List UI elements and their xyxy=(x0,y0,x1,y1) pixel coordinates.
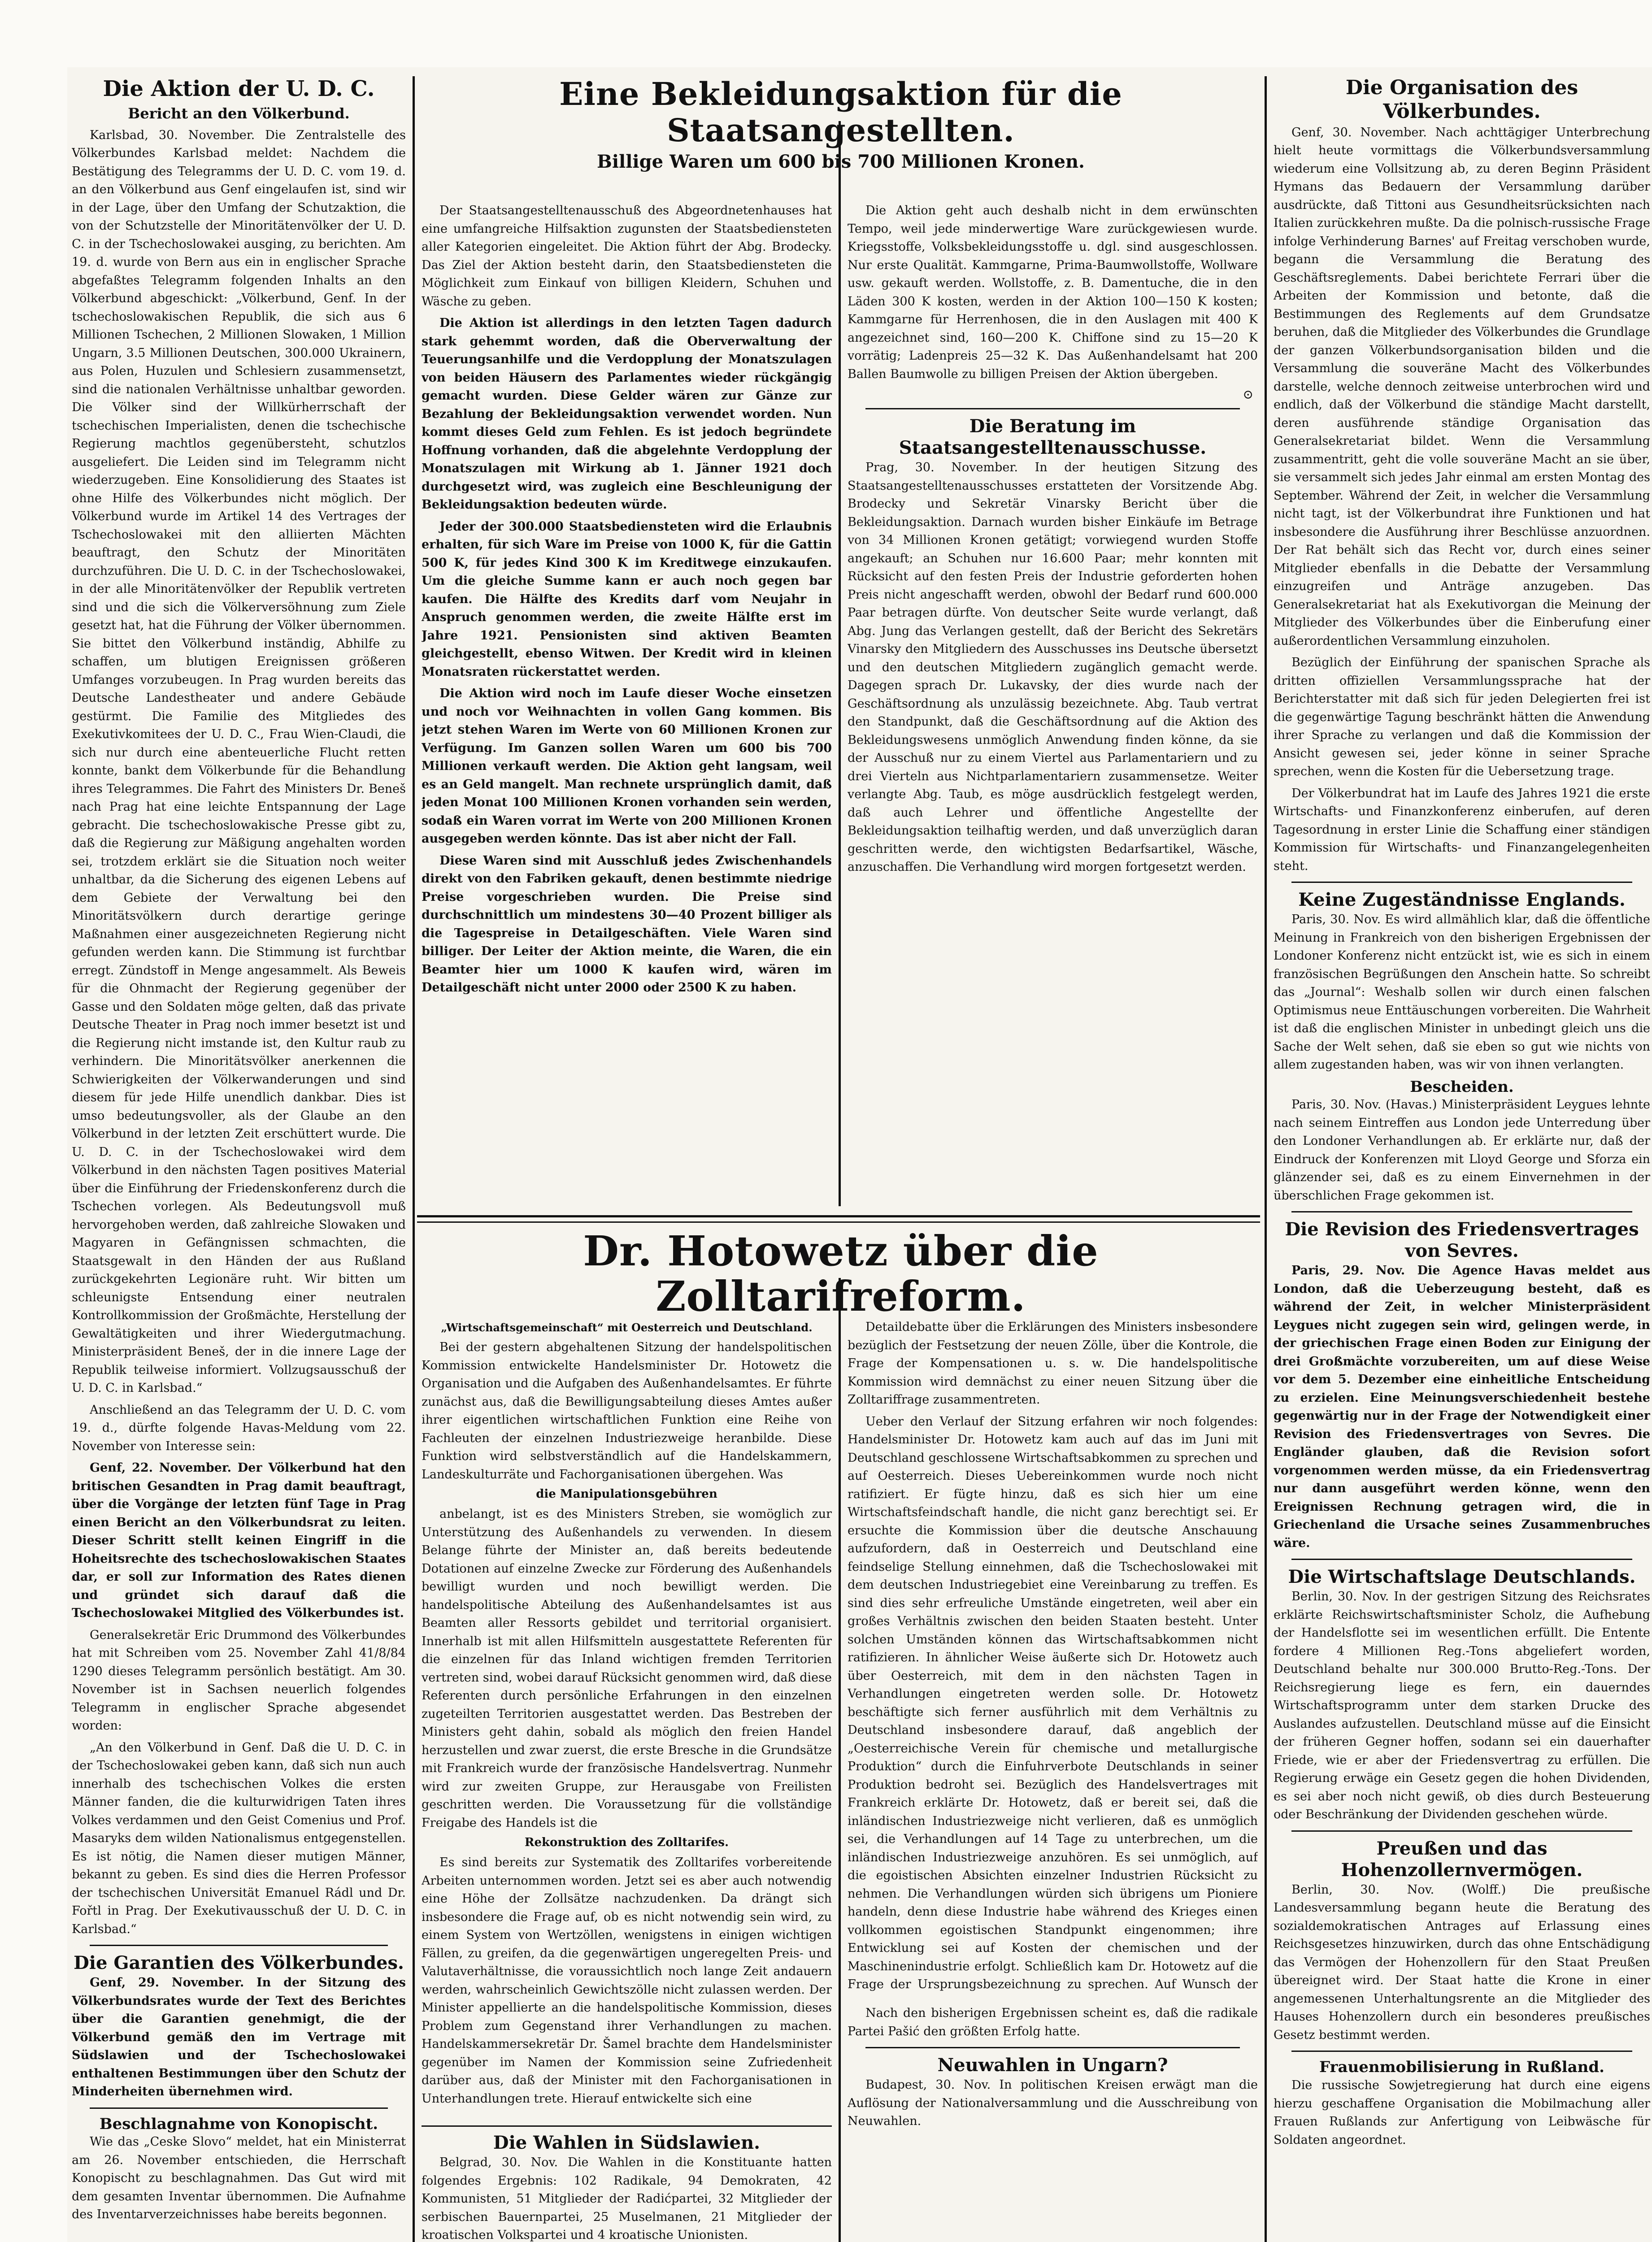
article-paragraph: Belgrad, 30. Nov. Die Wahlen in die Konstituante hatten folgendes Ergebnis: 102 Radikale, 94 Demokraten, 42 Kommunisten, 51 Mitglieder der Radićpartei, 32 Mitglieder der serbischen Bauernpartei, 25 Muselmanen, 21 Mitglieder der kroatischen Volkspartei und 4 kroatische Unionisten. xyxy=(422,2155,832,2242)
article-paragraph: Diese Waren sind mit Ausschluß jedes Zwischenhandels direkt von den Fabriken gekauft, denen bestimmte niedrige Preise vorgeschrieben wurden. Die Preise sind durchschnittlich um mindestens 30—40 Prozent billiger als die Tagespreise in Detailgeschäften. Viele Waren sind billiger. Der Leiter der Aktion meinte, die Waren, die ein Beamter hier um 1000 K kaufen wird, wären im Detailgeschäft nicht unter 2000 oder 2500 K zu haben. xyxy=(422,853,832,995)
divider xyxy=(90,2107,388,2109)
article-paragraph: Generalsekretär Eric Drummond des Völkerbundes hat mit Schreiben vom 25. November Zahl 41/8/84 1290 dieses Telegramm persönlich bestätigt. Am 30. November ist in Sachsen neuerlich folgendes Telegramm in englischer Sprache abgesendet worden: xyxy=(72,1628,406,1733)
headline-organisation: Die Organisation des Völkerbundes. xyxy=(1345,76,1578,123)
divider xyxy=(1291,1559,1632,1560)
article-paragraph: „An den Völkerbund in Genf. Daß die U. D. C. in der Tschechoslowakei geben kann, daß sich nun auch innerhalb des tschechischen Volkes die ersten Männer fanden, die die kulturwidrigen Taten ihres Volkes verdammen und den Geist Comenius und Prof. Masaryks dem wilden Nationalismus entgegenstellen. Es ist nötig, die Namen dieser mutigen Männer, bekannt zu geben. Es sind dies die Herren Professor der tschechischen Universität Emanuel Rádl und Dr. Fořtl in Prag. Der Exekutivausschuß der U. D. C. in Karlsbad.“ xyxy=(72,1740,406,1936)
section-label: Rekonstruktion des Zolltarifes. xyxy=(524,1836,729,1849)
column-rule xyxy=(413,76,415,2242)
section-rule xyxy=(417,1221,1260,1223)
hotowetz-headline-block xyxy=(422,1229,1260,1318)
article-paragraph: Paris, 30. Nov. Es wird allmählich klar, daß die öffentliche Meinung in Frankreich von den bisherigen Ergebnissen der Londoner Konferenz nicht entzückt ist, wie es sich in einem französischen Begrüßungen den Anschein hatte. So schreibt das „Journal“: Weshalb sollen wir durch einen falschen Optimismus neue Enttäuschungen vorbereiten. Die Wahrheit ist daß die englischen Minister in unbedingt gleich uns die Sache der Welt sehen, daß sie eben so gut wie nichts von allem zugestanden haben, was wir von ihnen verlangten. xyxy=(1274,912,1650,1072)
article-paragraph: Berlin, 30. Nov. (Wolff.) Die preußische Landesversammlung begann heute die Beratung des sozialdemokratischen Antrages auf Erlassung eines Reichsgesetzes hinzuwirken, durch das ohne Entschädigung das Vermögen der Hohenzollern für den Staat Preußen übereignet wird. Der Staat hatte die Krone in einer angemessenen Unterhaltungsrente an die Mitglieder des Hauses Hohenzollern durch ein besonderes preußisches Gesetz bestimmt werden. xyxy=(1274,1882,1650,2042)
column-center-right xyxy=(848,202,1258,1206)
article-paragraph: Budapest, 30. Nov. In politischen Kreisen erwägt man die Auflösung der Nationalversammlung und die Ausschreibung von Neuwahlen. xyxy=(848,2078,1258,2128)
section-label: „Wirtschaftsgemeinschaft“ mit Oesterreich und Deutschland. xyxy=(441,1321,813,1334)
article-paragraph: Detaildebatte über die Erklärungen des Ministers insbesondere bezüglich der Festsetzung der neuen Zölle, über die Kontrole, die Frage der Kompensationen u. s. w. Die handelspolitische Kommission wird demnächst zu einer neuen Sitzung über die Zolltariffrage zusammentreten. xyxy=(848,1320,1258,1407)
article-paragraph: Prag, 30. November. In der heutigen Sitzung des Staatsangestelltenausschusses erstatteten der Vorsitzende Abg. Brodecky und Sekretär Vinarsky Bericht über die Bekleidungsaktion. Darnach wurden bisher Einkäufe im Betrage von 34 Millionen Kronen getätigt; vorwiegend wurden Stoffe angekauft; an Schuhen nur 16.600 Paar; mehr konnten mit Rücksicht auf den festen Preis der Industrie geforderten hohen Preis nicht angeschafft werden, obwohl der Bedarf rund 600.000 Paar betragen dürfte. Von deutscher Seite wurde verlangt, daß Abg. Jung das Verlangen gestellt, daß der Bericht des Sekretärs Vinarsky den Mitgliedern des Ausschusses ins Deutsche übersetzt und den deutschen Mitgliedern zugänglich gemacht werde. Dagegen sprach Dr. Lukavsky, der dies wurde nach der Geschäftsordnung als unzulässig bezeichnete. Abg. Taub vertrat den Standpunkt, daß die Geschäftsordnung auf die Aktion des Bekleidungswesens unmöglich Anwendung finden könne, da sie der Ausschuß nur zu einem Viertel aus Parlamentariern und zu drei Vierteln aus Nichtparlamentariern zusammensetze. Weiter verlangte Abg. Taub, es möge ausdrücklich festgelegt werden, daß auch Lehrer und öffentliche Angestellte der Bekleidungsaktion teilhaftig werden, und daß unverzüglich daran geschritten werde, den wichtigsten Bedarfsartikel, Wäsche, anzuschaffen. Die Verhandlung wird morgen fortgesetzt werden. xyxy=(848,461,1258,874)
center-headline-block xyxy=(422,67,1260,211)
article-paragraph: Genf, 22. November. Der Völkerbund hat den britischen Gesandten in Prag damit beauftragt, über die Vorgänge der letzten fünf Tage in Prag einen Bericht an den Völkerbundsrat zu leiten. Dieser Schritt stellt keinen Eingriff in die Hoheitsrechte des tschechoslowakischen Staates dar, er soll zur Information des Rates dienen und gründet sich darauf daß die Tschechoslowakei Mitglied des Völkerbundes ist. xyxy=(72,1461,406,1621)
newspaper-page xyxy=(67,67,1652,2242)
divider xyxy=(1291,1211,1632,1212)
headline-main: Eine Bekleidungsaktion für die Staatsangestellten. xyxy=(559,75,1122,149)
headline-frauen: Frauenmobilisierung in Rußland. xyxy=(1319,2058,1604,2077)
column-rule xyxy=(1265,76,1267,2242)
article-paragraph: Paris, 30. Nov. (Havas.) Ministerpräsident Leygues lehnte nach seinem Eintreffen aus London jede Unterredung über den Londoner Verhandlungen ab. Er erklärte nur, daß der Eindruck der Konferenzen mit Lloyd George und Sforza ein glänzender sei, daß es zu einem Einvernehmen in der überschlichen Frage gekommen ist. xyxy=(1274,1098,1650,1203)
section-label: die Manipulationsgebühren xyxy=(536,1487,717,1501)
column-right xyxy=(1274,67,1650,2242)
article-paragraph: Bezüglich der Einführung der spanischen Sprache als dritten offiziellen Versammlungssprache hat der Berichterstatter mit daß sich für jeden Delegierten frei ist die gegenwärtige Tagung beschränkt hätten die Anwendung ihrer Sprache zu verlangen und daß die Kommission der Ansicht gewesen sei, jeder könne in seiner Sprache sprechen, wenn die Kosten für die Uebersetzung trage. xyxy=(1274,656,1650,779)
headline-england: Keine Zugeständnisse Englands. xyxy=(1298,889,1626,911)
column-wahlen xyxy=(422,2125,832,2242)
divider xyxy=(1291,2051,1632,2052)
column-left xyxy=(72,67,406,2242)
divider xyxy=(1291,1830,1632,1832)
article-paragraph: Berlin, 30. Nov. In der gestrigen Sitzung des Reichsrates erklärte Reichswirtschaftsminister Scholz, die Aufhebung der Handelsflotte sei im wesentlichen erfüllt. Die Entente fordere 4 Millionen Reg.-Tons abgeliefert worden, Deutschland behalte nur 300.000 Brutto-Reg.-Tons. Der Reichsregierung liege es fern, ein dauerndes Wirtschaftsprogramm unter dem starken Drucke des Auslandes aufzustellen. Deutschland müsse auf die Einsicht der früheren Gegner hoffen, sodann sei ein dauerhafter Friede, wie er aber der Friedensvertrag zu erfüllen. Die Regierung erwäge ein Gesetz gegen die hohen Dividenden, es sei aber noch nicht gewiß, ob dies durch Besteuerung oder Beschränkung der Dividenden geschehen würde. xyxy=(1274,1590,1650,1822)
column-rule xyxy=(839,121,841,1206)
divider xyxy=(865,408,1240,409)
column-ungarn xyxy=(848,2004,1258,2242)
divider xyxy=(865,2047,1240,2048)
article-paragraph: anbelangt, ist es des Ministers Streben, sie womöglich zur Unterstützung des Außenhandels zu verwenden. In diesem Belange führte der Minister an, daß bereits bedeutende Dotationen auf einzelne Zwecke zur Förderung des Außenhandels bewilligt wurden und noch bewilligt werden. Die handelspolitische Abteilung des Außenhandelsamtes ist aus Beamten aller Ressorts gebildet und territorial organisiert. Innerhalb ist mit allen Hilfsmitteln ausgestattete Referenten für die einzelnen für das Inland wichtigen fremden Territorien vertreten sind, wobei darauf Rücksicht genommen wird, daß diese Referenten durch persönliche Erfahrungen in den einzelnen zugeteilten Territorien ausgestattet werden. Das Bestreben der Ministers geht dahin, sobald als möglich den freien Handel herzustellen und zwar zuerst, die erste Bresche in die Grundsätze mit Frankreich wurde der französische Handelsvertrag. Nunmehr wird zur zweiten Gruppe, zur Herausgabe von Freilisten geschritten werden. Die Voraussetzung für die vollständige Freigabe des Handels ist die xyxy=(422,1507,832,1830)
headline-revision: Die Revision des Friedensvertrages von Sevres. xyxy=(1285,1219,1639,1262)
article-paragraph: Genf, 29. November. In der Sitzung des Völkerbundsrates wurde der Text des Berichtes über die Garantien genehmigt, die der Völkerbund gemäß den im Vertrage mit Südslawien und der Tschechoslowakei enthaltenen Bestimmungen über den Schutz der Minderheiten übernehmen wird. xyxy=(72,1976,406,2099)
article-paragraph: Es sind bereits zur Systematik des Zolltarifes vorbereitende Arbeiten unternommen worden. Jetzt sei es aber auch notwendig eine Höhe der Zollsätze nachzudenken. Da drängt sich insbesondere die Frage auf, ob es nicht notwendig sein wird, zu einem System von Wertzöllen, wenigstens in einigen wichtigen Fällen, zu greifen, da die gegenwärtigen ungeregelten Preis- und Valutaverhältnisse, die voraussichtlich noch lange Zeit andauern werden, wahrscheinlich Gewichtszölle nicht zulassen werden. Der Minister appellierte an die handelspolitische Kommission, dieses Problem zum Gegenstand ihrer Verhandlungen zu machen. Handelskammersekretär Dr. Šamel brachte dem Handelsminister gegenüber im Namen der Kommission seine Zufriedenheit darüber aus, daß der Minister mit den Fachorganisationen in Unterhandlungen trete. Hierauf entwickelte sich eine xyxy=(422,1855,832,2106)
article-paragraph: Die russische Sowjetregierung hat durch eine eigens hierzu geschaffene Organisation die Mobilmachung aller Frauen Rußlands zur Anfertigung von Leibwäsche für Soldaten angeordnet. xyxy=(1274,2078,1650,2147)
divider xyxy=(422,2125,832,2127)
headline-preussen: Preußen und das Hohenzollernvermögen. xyxy=(1341,1838,1583,1881)
article-paragraph: Der Staatsangestelltenausschuß des Abgeordnetenhauses hat eine umfangreiche Hilfsaktion zugunsten der Staatsbediensteten aller Kategorien eingeleitet. Die Aktion führt der Abg. Brodecky. Das Ziel der Aktion besteht darin, den Staatsbediensteten die Möglichkeit zum Einkauf von billigen Kleidern, Schuhen und Wäsche zu geben. xyxy=(422,204,832,308)
article-paragraph: Der Völkerbundrat hat im Laufe des Jahres 1921 die erste Wirtschafts- und Finanzkonferenz einberufen, auf deren Tagesordnung in erster Linie die Schaffung einer ständigen Kommission für Wirtschafts- und Finanzangelegenheiten steht. xyxy=(1274,786,1650,873)
headline-aktion: Die Aktion der U. D. C. xyxy=(103,76,375,101)
headline-hotowetz: Dr. Hotowetz über die Zolltarifreform. xyxy=(583,1229,1099,1318)
headline-beschlag: Beschlagnahme von Konopischt. xyxy=(99,2115,378,2133)
article-paragraph: Ueber den Verlauf der Sitzung erfahren wir noch folgendes: Handelsminister Dr. Hotowetz kam auch auf das im Juni mit Deutschland geschlossene Wirtschaftsabkommen zu sprechen und auf Oesterreich. Dieses Uebereinkommen wurde noch nicht ratifiziert. Er fügte hinzu, daß es sich hier um eine Wirtschaftsfeindschaft handle, die nicht ganz berechtigt sei. Er ersuchte die Kommission über die deutsche Anschauung aufzufordern, daß in Oesterreich und Deutschland eine feindselige Stellung einnehmen, daß die Tschechoslowakei mit dem deutschen Industriegebiet eine Vereinbarung zu treffen. Es sind dies sehr erfreuliche Umstände eingetreten, weil aber ein großes Verhältnis zwischen den beiden Staaten besteht. Unter solchen Umständen können das Wirtschaftsabkommen nicht ratifizieren. In ähnlicher Weise äußerte sich Dr. Hotowetz auch über Oesterreich, mit dem in den nächsten Tagen in Verhandlungen eingetreten werden solle. Dr. Hotowetz beschäftigte sich ferner ausführlich mit dem Verhältnis zu Deutschland insbesondere darauf, daß angeblich der „Oesterreichische Verein für chemische und metallurgische Produktion“ durch die Einfuhrverbote Deutschlands in seiner Produktion bedroht sei. Bezüglich des Handelsvertrages mit Frankreich erklärte Dr. Hotowetz, daß er bereit sei, daß die inländischen Industriezweige nicht verlieren, daß es unmöglich sei, die Verhandlungen auf 14 Tage zu unterbrechen, um die inländischen Industriezweige anzuhören. Es sei unmöglich, auf die egoistischen Absichten einzelner Industrien Rücksicht zu nehmen. Die Verhandlungen würden sich übrigens um Pioniere handeln, denn diese Industrie habe während des Krieges einen vollkommen egoistischen Standpunkt eingenommen; ihre Entwicklung sei auf Kosten der chemischen und der Maschinenindustrie erfolgt. Schließlich kam Dr. Hotowetz auf die Frage der Ursprungsbezeichnung zu sprechen. Auf Wunsch der xyxy=(848,1414,1258,1991)
headline-beratung: Die Beratung im Staatsangestelltenausschusse. xyxy=(899,416,1207,458)
article-paragraph: Jeder der 300.000 Staatsbediensteten wird die Erlaubnis erhalten, für sich Ware im Preise von 1000 K, für die Gattin 500 K, für jedes Kind 300 K im Kreditwege einzukaufen. Um die gleiche Summe kann er auch noch gegen bar kaufen. Die Hälfte des Kredits darf vom Neujahr in Anspruch genommen werden, die zweite Hälfte erst im Jahre 1921. Pensionisten sind aktiven Beamten gleichgestellt, ebenso Witwen. Der Kredit wird in kleinen Monatsraten rückerstattet werden. xyxy=(422,519,832,679)
column-hotowetz-right xyxy=(848,1318,1258,1991)
divider xyxy=(90,1945,388,1946)
subhead-main: Billige Waren um 600 bis 700 Millionen Kronen. xyxy=(597,151,1085,172)
article-paragraph: Karlsbad, 30. November. Die Zentralstelle des Völkerbundes Karlsbad meldet: Nachdem die Bestätigung des Telegramms der U. D. C. vom 19. d. an den Völkerbund aus Genf eingelaufen ist, sind wir in der Lage, über den Umfang der Schutzaktion, die von der Schutzstelle der Minoritätenvölker der U. D. C. in der Tschechoslowakei ausging, zu berichten. Am 19. d. wurde von Bern aus ein in englischer Sprache abgefaßtes Telegramm folgenden Inhalts an den Völkerbund abgeschickt: „Völkerbund, Genf. In der tschechoslowakischen Republik, die sich aus 6 Millionen Tschechen, 2 Millionen Slowaken, 1 Million Ungarn, 3.5 Millionen Deutschen, 300.000 Ukrainern, aus Polen, Huzulen und Schlesiern zusammensetzt, sind die nationalen Verhältnisse unhaltbar geworden. Die Völker sind der Willkürherrschaft der tschechischen Imperialisten, denen die tschechische Regierung machtlos gegenübersteht, schutzlos ausgeliefert. Die Leiden sind im Telegramm nicht wiederzugeben. Eine Konsolidierung des Staates ist ohne Hilfe des Völkerbundes nicht möglich. Der Völkerbund wurde im Artikel 14 des Vertrages der Tschechoslowakei mit den alliierten Mächten beauftragt, den Schutz der Minoritäten durchzuführen. Die U. D. C. in der Tschechoslowakei, in der alle Minoritätenvölker der Republik vertreten sind und die sich die Völkerversöhnung zum Ziele gesetzt hat, hat die Führung der Völker übernommen. Sie bittet den Völkerbund inständig, Abhilfe zu schaffen, um blutigen Ereignissen größeren Umfanges vorzubeugen. In Prag wurden bereits das Deutsche Landestheater und andere Gebäude gestürmt. Die Familie des Mitgliedes des Exekutivkomitees der U. D. C., Frau Wien-Claudi, die sich nur durch eine abenteuerliche Flucht retten konnte, bankt dem Völkerbunde für die Behandlung ihres Telegrammes. Die Fahrt des Ministers Dr. Beneš nach Prag hat eine leichte Entspannung der Lage gebracht. Die tschechoslowakische Presse gibt zu, daß die Regierung zur Mäßigung angehalten worden sei, trotzdem erklärt sie die Situation noch weiter unhaltbar, da die Sicherung des eigenen Lebens auf dem Gebiete der Verwaltung bei den Minoritätsvölkern durch derartige geringe Maßnahmen einer ausgezeichneten Regierung nicht gefunden werden kann. Die Stimmung ist furchtbar erregt. Zündstoff in Menge angesammelt. Als Beweis für die Ohnmacht der Regierung gegenüber der Gasse und den Soldaten möge gelten, daß das private Deutsche Theater in Prag noch immer besetzt ist und die Regierung nicht imstande ist, den Kultur raub zu verhindern. Die Minoritätsvölker anerkennen die Schwierigkeiten der Völkerwanderungen und sind diesem für jede Hilfe unendlich dankbar. Dies ist umso bedeutungsvoller, als der Glaube an den Völkerbund in der letzten Zeit erschüttert wurde. Die U. D. C. in der Tschechoslowakei wird dem Völkerbund in den nächsten Tagen positives Material über die Einführung der Friedenskonferenz durch die Tschechen vorlegen. Als Bedeutungsvoll muß hervorgehoben werden, daß zahlreiche Slowaken und Magyaren in Gefängnissen schmachten, die Staatsgewalt in den Händen der aus Rußland zurückgekehrten Legionäre ruht. Wir bitten um schleunigste Entsendung einer neutralen Kontrollkommission der Großmächte, Herstellung der Gewaltätigkeiten und ihrer Wiedergutmachung. Ministerpräsident Beneš, der in die innere Lage der Republik teilweise informiert. Vollzugsausschuß der U. D. C. in Karlsbad.“ xyxy=(72,128,406,1395)
column-center-left xyxy=(422,202,832,1206)
column-rule xyxy=(839,1278,841,2242)
section-rule xyxy=(417,1215,1260,1217)
article-paragraph: Anschließend an das Telegramm der U. D. C. vom 19. d., dürfte folgende Havas-Meldung vom 22. November von Interesse sein: xyxy=(72,1403,406,1453)
headline-wahlen: Die Wahlen in Südslawien. xyxy=(493,2132,761,2153)
article-paragraph: Genf, 30. November. Nach achttägiger Unterbrechung hielt heute vormittags die Völkerbundsversammlung wiederum eine Vollsitzung ab, zu deren Beginn Präsident Hymans das Bedauern der Versammlung darüber ausdrückte, daß Tittoni aus Gesundheitsrücksichten nach Italien zurückkehren mußte. Da die polnisch-russische Frage infolge Verhinderung Barnes' auf Freitag verschoben wurde, begann die Versammlung die Beratung des Geschäftsreglements. Dabei berichtete Ferrari über die Arbeiten der Kommission und betonte, daß die Bestimmungen des Reglements auf dem Grundsatze beruhen, daß die Mitglieder des Völkerbundes die Grundlage der ganzen Völkerbundsorganisation bilden und die Versammlung die souveräne Macht des Völkerbundes darstelle, welche dennoch zeitweise unterbrochen wird und endlich, daß der Völkerbund die ständige Macht darstellt, deren ausführende ständige Organisation das Generalsekretariat bildet. Wenn die Versammlung zusammentritt, geht die volle souveräne Macht an sie über, sie versammelt sich jedes Jahr einmal am ersten Montag des September. Während der Zeit, in welcher die Versammlung nicht tagt, ist der Völkerbundrat ihre Funktionen und hat insbesondere die Ausführung ihrer Beschlüsse anzuordnen. Der Rat behält sich das Recht vor, durch eines seiner Mitglieder ebenfalls in die Debatte der Versammlung einzugreifen und Anträge anzugeben. Das Generalsekretariat hat als Exekutivorgan die Meinung der Mitglieder des Völkerbundes über die Einberufung einer außerordentlichen Versammlung einzuholen. xyxy=(1274,125,1650,648)
article-paragraph: Die Aktion wird noch im Laufe dieser Woche einsetzen und noch vor Weihnachten in vollen Gang kommen. Bis jetzt stehen Waren im Werte von 60 Millionen Kronen zur Verfügung. Im Ganzen sollen Waren um 600 bis 700 Millionen verkauft werden. Die Aktion geht langsam, weil es an Geld mangelt. Man rechnete ursprünglich damit, daß jeden Monat 100 Millionen Kronen vorhanden sein werden, sodaß ein Waren vorrat im Werte von 200 Millionen Kronen ausgegeben werden könnte. Das ist aber nicht der Fall. xyxy=(422,687,832,846)
article-paragraph: Die Aktion geht auch deshalb nicht in dem erwünschten Tempo, weil jede minderwertige Ware zurückgewiesen wurde. Kriegsstoffe, Volksbekleidungsstoffe u. dgl. sind ausgeschlossen. Nur erste Qualität. Kammgarne, Prima-Baumwollstoffe, Wollware usw. gekauft werden. Wollstoffe, z. B. Damentuche, die in den Läden 300 K kosten, werden in der Aktion 100—150 K kosten; Kammgarne für Herrenhosen, die in den Auslagen mit 400 K angezeichnet sind, 160—200 K. Chiffone sind zu 15—20 K vorrätig; Ladenpreis 25—32 K. Das Außenhandelsamt hat 200 Ballen Baumwolle zu billigen Preisen der Aktion übergeben. xyxy=(848,204,1258,381)
ornament: ⊙ xyxy=(1243,387,1253,402)
article-paragraph: Wie das „Ceske Slovo“ meldet, hat ein Ministerrat am 26. November entschieden, die Herrschaft Konopischt zu beschlagnahmen. Das Gut wird mit dem gesamten Inventar übernommen. Die Aufnahme des Inventarverzeichnisses habe bereits begonnen. xyxy=(72,2135,406,2222)
subhead-aktion: Bericht an den Völkerbund. xyxy=(128,104,350,122)
divider xyxy=(1291,882,1632,883)
article-paragraph: Bei der gestern abgehaltenen Sitzung der handelspolitischen Kommission entwickelte Handelsminister Dr. Hotowetz die Organisation und die Aufgaben des Außenhandelsamtes. Er führte zunächst aus, daß die Bewilligungsabteilung dieses Amtes außer ihrer eigentlichen wirtschaftlichen Funktion eine Reihe von Fachleuten der einzelnen Industriezweige heranbilde. Diese Funktion wird selbstverständlich auf die Handelskammern, Landeskulturräte und Fachorganisationen übergehen. Was xyxy=(422,1340,832,1482)
headline-bescheiden: Bescheiden. xyxy=(1410,1078,1514,1096)
headline-wirtschaft: Die Wirtschaftslage Deutschlands. xyxy=(1288,1566,1636,1588)
column-hotowetz-left xyxy=(422,1318,832,2242)
article-paragraph: Die Aktion ist allerdings in den letzten Tagen dadurch stark gehemmt worden, daß die Oberverwaltung der Teuerungsanhilfe und die Verdopplung der Monatszulagen von beiden Häusern des Parlamentes wieder rückgängig gemacht wurden. Diese Gelder wären zur Gänze zur Bezahlung der Bekleidungsaktion verwendet worden. Nun kommt dieses Geld zum Fehlen. Es ist jedoch begründete Hoffnung vorhanden, daß die abgelehnte Verdopplung der Monatszulagen mit Wirkung ab 1. Jänner 1921 doch durchgesetzt wird, was zugleich eine Beschleunigung der Bekleidungsaktion bedeuten würde. xyxy=(422,316,832,512)
article-paragraph: Nach den bisherigen Ergebnissen scheint es, daß die radikale Partei Pašić den größten Erfolg hatte. xyxy=(848,2006,1258,2038)
headline-ungarn: Neuwahlen in Ungarn? xyxy=(937,2055,1168,2076)
headline-garantien: Die Garantien des Völkerbundes. xyxy=(74,1952,404,1974)
article-paragraph: Paris, 29. Nov. Die Agence Havas meldet aus London, daß die Ueberzeugung besteht, daß es während der Zeit, in welcher Ministerpräsident Leygues nicht zugegen sein wird, gelingen werde, in der griechischen Frage einen Boden zur Einigung der drei Großmächte vorzubereiten, um auf diese Weise vor dem 5. Dezember eine einheitliche Entscheidung zu erzielen. Eine Meinungsverschiedenheit bestehe gegenwärtig nur in der Frage der Notwendigkeit einer Revision des Friedensvertrages von Sevres. Die Engländer glauben, daß die Revision sofort vorgenommen werden müsse, da ein Friedensvertrag nur dann ausgeführt werden könne, wenn den Ereignissen Rechnung getragen wird, die in Griechenland die Ursache seines Zusammenbruches wäre. xyxy=(1274,1264,1650,1550)
